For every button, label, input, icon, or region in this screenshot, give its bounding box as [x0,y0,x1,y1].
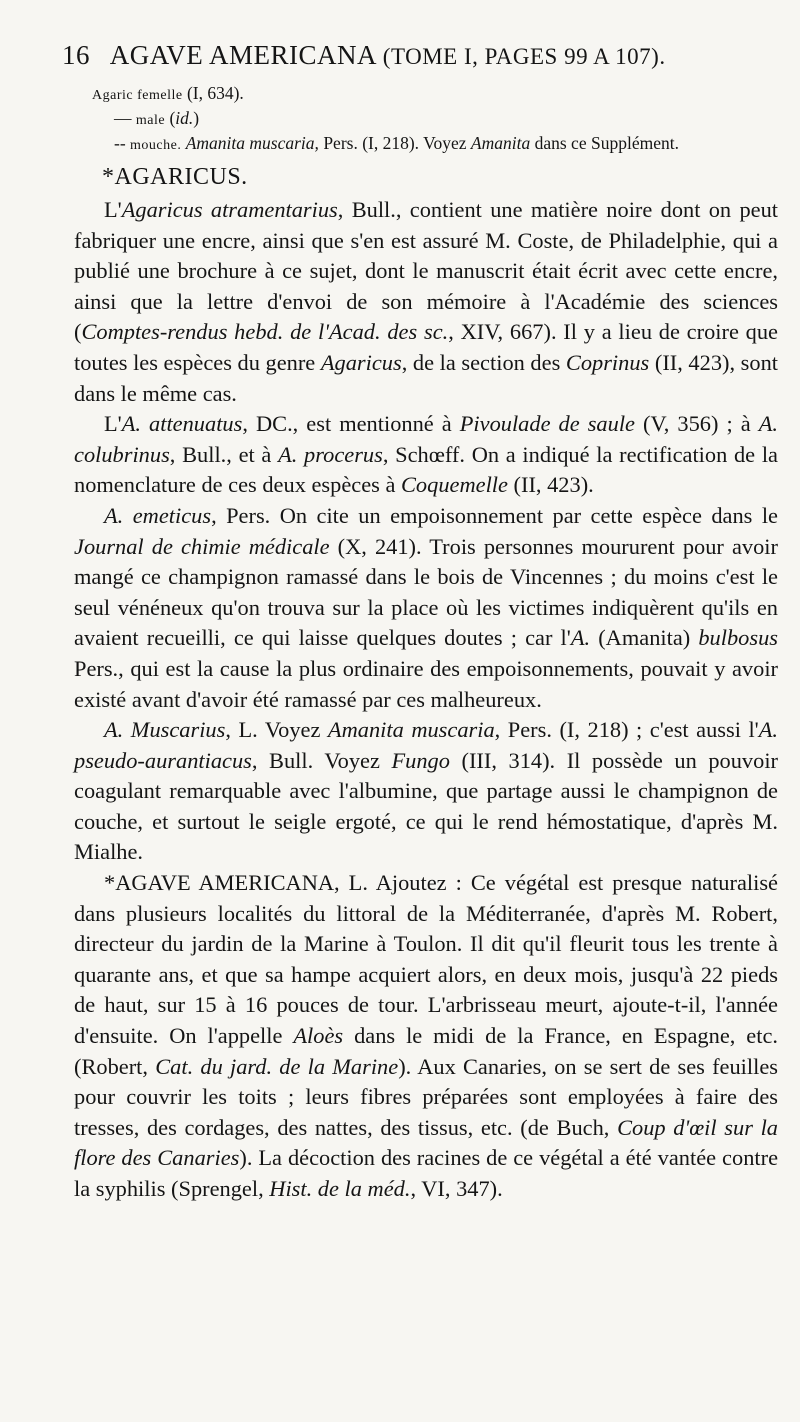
running-title: AGAVE AMERICANA [109,40,376,70]
running-range: (TOME I, PAGES 99 A 107). [382,44,666,69]
paragraph-agaricus-1 [74,195,778,409]
paragraph-agave [74,868,778,1205]
italic-run: Comptes-rendus hebd. de l'Acad. des sc. [81,319,449,345]
text-run: (III, 314). Il possède un pouvoir coagulant remarquable avec l'albumine, que partage aussi le champignon de couche, et surtout le seigle ergoté, ce qui le rend hémostatique, d'après M. Mialhe. [74,747,778,865]
text-run: L' [104,197,122,222]
page-number: 16 [62,40,90,70]
text-run: Pers., qui est la cause la plus ordinaire des empoisonnements, pouvait y avoir existé avant d'avoir été ramassé par ces malheureux. [74,655,778,712]
entry-agaric-femelle [92,82,778,107]
text-run: , Bull. Voyez [251,747,392,773]
italic-run: A. emeticus [104,502,212,528]
paragraph-agaricus-3 [74,501,778,715]
text-run: , Pers. (I, 218) ; c'est aussi l' [494,717,759,743]
italic-run: Coprinus [565,349,650,375]
italic-run: Pivoulade de saule [459,411,635,437]
entry-dash: — [114,108,132,128]
entry-male [114,107,778,132]
italic-run: A. [570,625,591,651]
text-run: dans le midi de la France, en Espagne, etc. (Robert, [74,1023,778,1079]
entry-term: mouche. [130,138,182,153]
entry-term: male [135,113,166,128]
entry-ref-open: ( [169,108,176,128]
italic-run: A. colubrinus [74,411,778,467]
text-run: ). La décoction des racines de ce végétal a été vantée contre la syphilis (Sprengel, [74,1145,779,1201]
italic-run: Hist. de la méd. [269,1176,411,1201]
italic-run: Aloès [293,1023,344,1049]
paragraph-agaricus-2 [74,409,778,501]
italic-run: A. Muscarius [104,717,226,743]
text-run: (X, 241). Trois personnes moururent pour avoir mangé ce champignon ramassé dans le bois de Vincennes ; du moins c'est le seul vénéneux qu'on trouva sur la place où les victimes indiquèrent qu'ils en avaient recueilli, ce qui laisse quelques doutes ; car l' [74,533,778,651]
italic-run: A. attenuatus [121,411,243,437]
text-run: , Schœff. On a indiqué la rectification de la nomenclature de ces deux espèces à [74,441,778,498]
entry-mouche [114,132,778,157]
text-run: (V, 356) ; à [634,411,759,437]
text-run: L' [104,411,122,437]
entry-dash: -- [114,133,126,153]
italic-run: Amanita muscaria [327,717,495,743]
text-run: , Bull., et à [169,441,279,467]
text-run: (Amanita) [590,625,699,651]
italic-run: Agaricus [320,349,402,375]
italic-run: Coquemelle [401,472,508,498]
entry-ref-italic: id. [175,108,194,128]
text-run: (II, 423), sont dans le même cas. [74,349,778,406]
entry-term: Agaric femelle [92,88,183,103]
entry-ref: (I, 634). [186,83,244,103]
italic-run: Agaricus atramentarius [121,197,338,222]
entry-species: Amanita muscaria, [185,133,319,153]
italic-run: Fungo [391,747,450,773]
text-run: , Pers. On cite un empoisonnement par cette espèce dans le [211,502,778,528]
text-run: *AGAVE AMERICANA, L. Ajoutez : Ce végétal est presque naturalisé dans plusieurs localités du littoral de la Méditerranée, d'après M. Robert, directeur du jardin de la Marine à Toulon. Il dit qu'il fleurit tous les trente à quarante ans, et que sa hampe acquiert alors, en deux mois, jusqu'à 22 pieds de haut, sur 15 à 16 pouces de tour. L'arbrisseau meurt, ajoute-t-il, l'année d'ensuite. On l'appelle [74,870,778,1049]
paragraph-agaricus-4 [74,715,778,868]
running-head [62,40,760,71]
text-run: ). Aux Canaries, on se sert de ses feuilles pour couvrir les toits ; leurs fibres préparées sont employées à faire des tresses, des cordages, des nattes, des tissus, etc. (de Buch, [74,1053,778,1140]
text-run: , Bull., contient une matière noire dont on peut fabriquer une encre, ainsi que s'en est assuré M. Coste, de Philadelphie, qui a publié une brochure à ce sujet, dont le manuscrit était écrit avec cette encre, ainsi que la lettre d'envoi de son mémoire à l'Académie des sciences ( [74,197,778,345]
text-run: , VI, 347). [410,1176,503,1201]
italic-run: bulbosus [698,625,778,651]
entry-ref-close: ) [193,108,200,128]
italic-run: Journal de chimie médicale [74,533,330,559]
text-run: , XIV, 667). Il y a lieu de croire que toutes les espèces du genre [74,319,778,375]
italic-run: A. pseudo-aurantiacus [74,717,778,773]
entry-author: Pers. (I, 218). Voyez [323,133,467,153]
text-run: , de la section des [401,349,566,375]
text-run: , DC., est mentionné à [242,411,460,437]
page-body [74,82,778,1205]
italic-run: Coup d'œil sur la flore des Canaries [74,1114,778,1171]
text-run: (II, 423). [507,472,594,498]
entry-see: Amanita [470,133,531,153]
section-heading-agaricus: *AGARICUS. [102,164,248,190]
italic-run: Cat. du jard. de la Marine [155,1053,399,1079]
italic-run: A. procerus [278,441,383,467]
entry-tail: dans ce Supplément. [534,133,679,153]
text-run: , L. Voyez [225,717,328,743]
